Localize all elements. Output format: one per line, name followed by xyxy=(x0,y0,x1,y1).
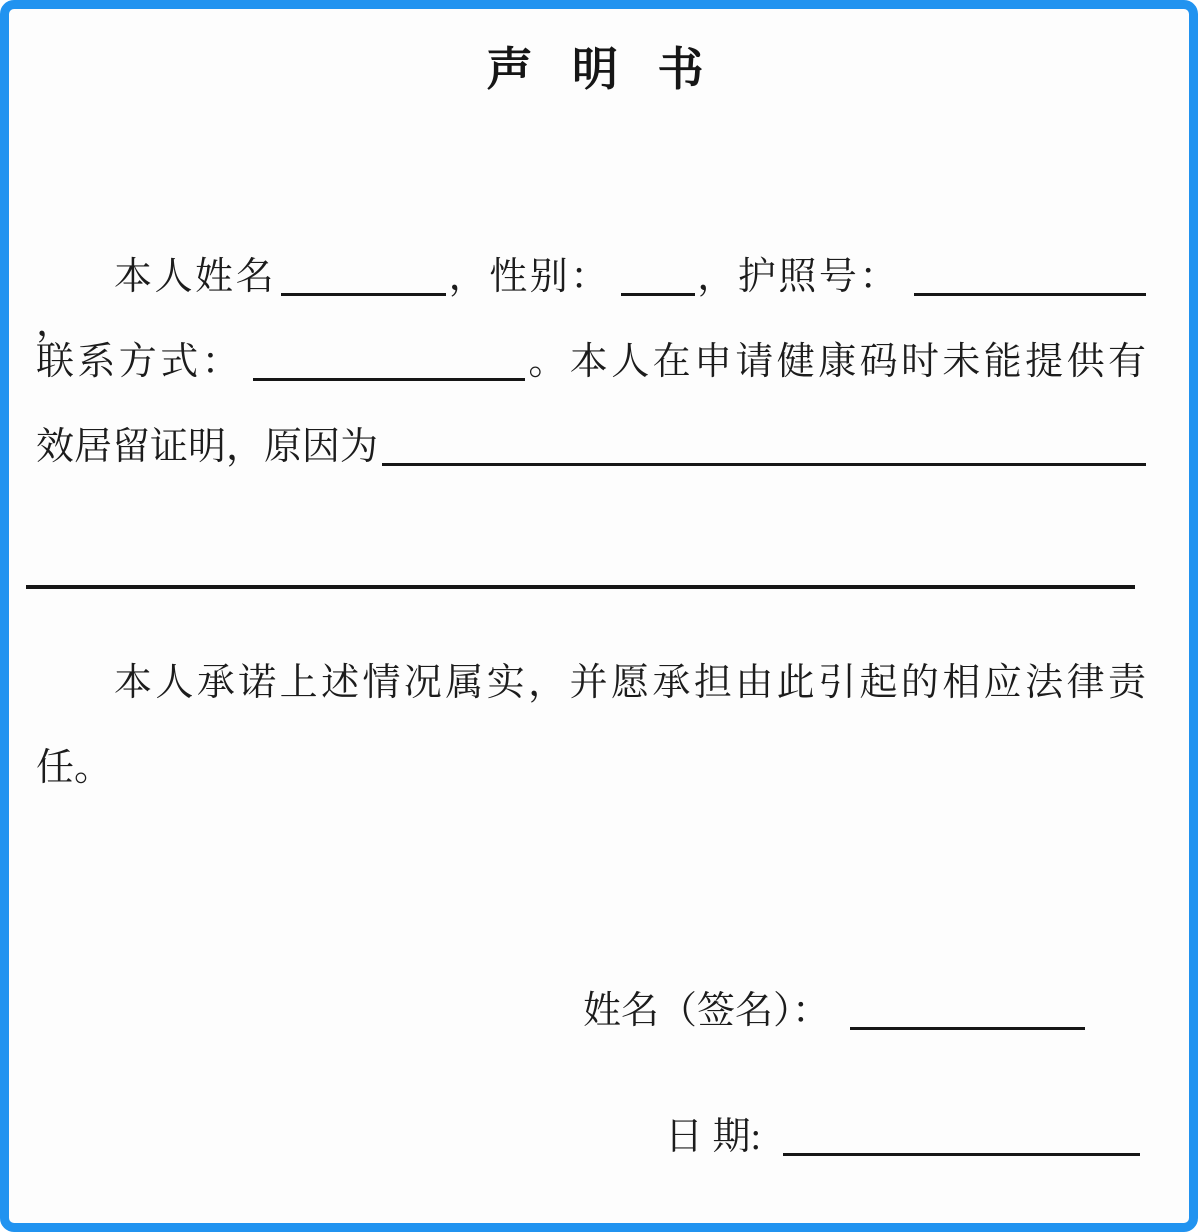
reason-continuation-line xyxy=(26,540,1135,589)
promise-line-1 xyxy=(36,660,1146,710)
sentence-after-contact: 。本人在申请健康码时未能提供有 xyxy=(525,341,1146,383)
comma-1: ， xyxy=(446,256,490,298)
comma-3: ， xyxy=(36,302,75,344)
reason-blank-line xyxy=(382,461,1146,466)
gender-blank-line xyxy=(621,291,695,296)
signature-blank-line xyxy=(850,1025,1085,1030)
declaration-line-1 xyxy=(36,254,1146,344)
promise-line-2 xyxy=(36,745,1146,791)
declaration-line-2 xyxy=(36,339,1146,389)
signature-line xyxy=(583,988,1085,1034)
sentence-line3: 效居留证明，原因为 xyxy=(36,426,379,468)
date-line xyxy=(665,1114,1140,1160)
comma-2: ， xyxy=(694,256,738,298)
date-blank-line xyxy=(783,1151,1140,1156)
declaration-line-3 xyxy=(36,424,1146,470)
name-label: 本人姓名 xyxy=(114,256,277,298)
contact-blank-line xyxy=(253,376,525,381)
promise-text-2: 任。 xyxy=(36,747,113,789)
promise-text-1: 本人承诺上述情况属实，并愿承担由此引起的相应法律责 xyxy=(114,662,1146,704)
contact-label: 联系方式： xyxy=(36,341,243,383)
passport-label: 护照号： xyxy=(737,256,900,298)
gender-label: 性别： xyxy=(489,256,611,298)
passport-blank-line xyxy=(914,291,1146,296)
name-blank-line xyxy=(281,291,446,296)
date-label: 日 期: xyxy=(665,1116,762,1158)
document-title: 声 明 书 xyxy=(486,44,712,95)
signature-label: 姓名（签名）： xyxy=(583,990,831,1032)
